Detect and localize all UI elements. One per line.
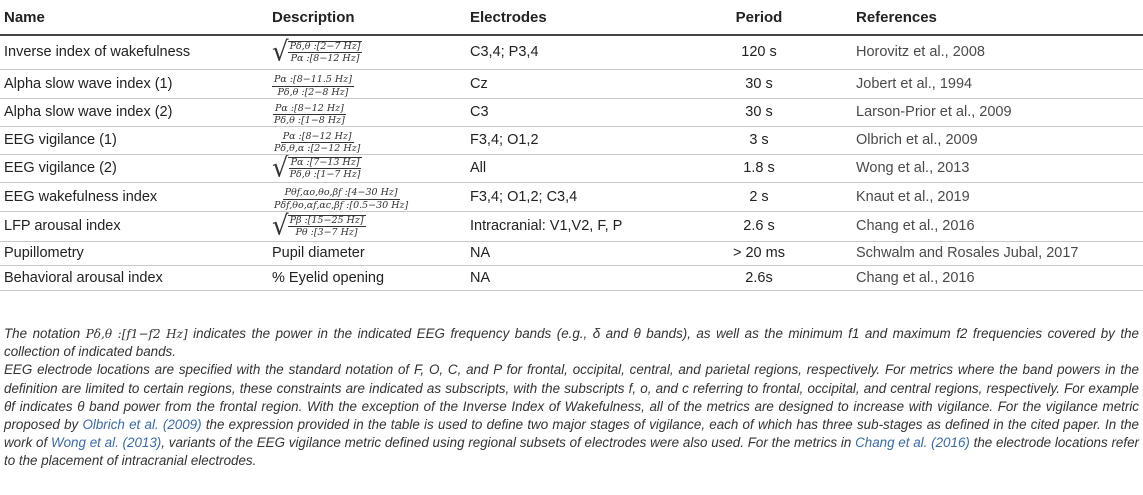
cell-description: [268, 98, 466, 126]
col-header-description: Description: [268, 0, 466, 35]
cell-period: 2.6 s: [666, 211, 852, 241]
cell-name: Inverse index of wakefulness: [0, 35, 268, 69]
formula: [272, 132, 362, 154]
cell-period: 120 s: [666, 35, 852, 69]
citation-link-olbrich[interactable]: Olbrich et al. (2009): [82, 417, 202, 433]
fraction-denominator: Pθ :[3−7 Hz]: [295, 227, 358, 238]
cell-electrodes: C3,4; P3,4: [466, 35, 666, 69]
cell-period: 30 s: [666, 98, 852, 126]
cell-description: [268, 126, 466, 154]
cell-period: 3 s: [666, 126, 852, 154]
fraction: [288, 41, 363, 64]
citation-link-chang[interactable]: Chang et al. (2016): [855, 435, 970, 451]
citation-link-wong[interactable]: Wong et al. (2013): [50, 435, 162, 451]
cell-name: EEG wakefulness index: [0, 182, 268, 211]
table-row: [0, 265, 1143, 290]
formula: [272, 75, 354, 97]
table-row: [0, 154, 1143, 182]
fraction-denominator: Pδ,θ :[1−8 Hz]: [274, 115, 345, 126]
fraction-denominator: Pδ,θ :[2−8 Hz]: [277, 86, 349, 98]
fraction: [288, 157, 363, 180]
table-row: [0, 241, 1143, 265]
cell-period: > 20 ms: [666, 241, 852, 265]
cell-description: % Eyelid opening: [268, 265, 466, 290]
cell-electrodes: NA: [466, 241, 666, 265]
cell-description: [268, 154, 466, 182]
col-header-name: Name: [0, 0, 268, 35]
cell-reference: Schwalm and Rosales Jubal, 2017: [852, 241, 1143, 265]
formula: [272, 155, 362, 181]
fraction-numerator: Pα :[8−11.5 Hz]: [274, 74, 352, 85]
fraction: [272, 104, 347, 126]
fraction-numerator: Pβ :[15−25 Hz]: [289, 214, 364, 226]
fraction-denominator: Pα :[8−12 Hz]: [290, 53, 360, 65]
cell-description: [268, 69, 466, 98]
fraction: [272, 188, 410, 210]
formula: [272, 213, 366, 239]
cell-reference: Wong et al., 2013: [852, 154, 1143, 182]
formula: [272, 188, 410, 210]
cell-name: LFP arousal index: [0, 211, 268, 241]
cell-description: [268, 182, 466, 211]
cell-reference: Knaut et al., 2019: [852, 182, 1143, 211]
fraction: [288, 215, 366, 238]
cell-description: [268, 211, 466, 241]
table-row: [0, 182, 1143, 211]
cell-reference: Chang et al., 2016: [852, 211, 1143, 241]
fraction-numerator: Pθf,αo,θo,βf :[4−30 Hz]: [284, 187, 398, 198]
cell-reference: Chang et al., 2016: [852, 265, 1143, 290]
table-body: [0, 35, 1143, 290]
fraction-denominator: Pδ,θ :[1−7 Hz]: [289, 169, 361, 180]
cell-electrodes: Intracranial: V1,V2, F, P: [466, 211, 666, 241]
fraction-denominator: Pδ,θ,α :[2−12 Hz]: [274, 143, 361, 154]
cell-period: 2 s: [666, 182, 852, 211]
formula: [272, 104, 347, 126]
note-electrodes: EEG electrode locations are specified with the standard notation of F, O, C, and P for frontal, occipital, central, and parietal regions, respectively. For metrics where the band powers in the definition are limited to certain regions, these constraints are indicated as subscripts, with the subscripts f, o, and c referring to frontal, occipital, and central regions, respectively. For example θf indicates θ band power from the frontal region. With the exception of the Inverse Index of Wakefulness, all of the metrics are designed to increase with vigilance. For the vigilance metric proposed by Olbrich et al. (2009) the expression provided in the table is used to define two major stages of vigilance, each of which has three sub-stages as defined in the cited paper. In the work of Wong et al. (2013), variants of the EEG vigilance metric defined using regional subsets of electrodes were also used. For the metrics in Chang et al. (2016) the electrode locations refer to the placement of intracranial electrodes.: [4, 362, 1140, 469]
cell-name: Pupillometry: [0, 241, 268, 265]
cell-name: Alpha slow wave index (1): [0, 69, 268, 98]
col-header-electrodes: Electrodes: [466, 0, 666, 35]
cell-period: 30 s: [666, 69, 852, 98]
cell-reference: Jobert et al., 1994: [852, 69, 1143, 98]
cell-description: [268, 35, 466, 69]
table-row: [0, 211, 1143, 241]
sqrt-sign-icon: √: [272, 211, 289, 241]
fraction-numerator: Pα :[8−12 Hz]: [282, 130, 352, 142]
fraction-numerator: Pα :[8−12 Hz]: [275, 102, 344, 114]
header-row: [0, 0, 1143, 35]
cell-electrodes: F3,4; O1,2: [466, 126, 666, 154]
cell-period: 2.6s: [666, 265, 852, 290]
cell-electrodes: All: [466, 154, 666, 182]
cell-electrodes: C3: [466, 98, 666, 126]
cell-electrodes: F3,4; O1,2; C3,4: [466, 182, 666, 211]
cell-name: EEG vigilance (1): [0, 126, 268, 154]
table-row: [0, 98, 1143, 126]
cell-reference: Horovitz et al., 2008: [852, 35, 1143, 69]
sqrt-sign-icon: √: [272, 36, 289, 68]
table-row: [0, 126, 1143, 154]
cell-electrodes: NA: [466, 265, 666, 290]
table-row: [0, 35, 1143, 69]
cell-reference: Larson-Prior et al., 2009: [852, 98, 1143, 126]
cell-name: Alpha slow wave index (2): [0, 98, 268, 126]
table-row: [0, 69, 1143, 98]
cell-period: 1.8 s: [666, 154, 852, 182]
sqrt-sign-icon: √: [272, 154, 289, 182]
cell-name: Behavioral arousal index: [0, 265, 268, 290]
table-notes: [4, 325, 1139, 471]
fraction-denominator: Pδf,θo,αf,αc,βf :[0.5−30 Hz]: [274, 199, 409, 211]
cell-reference: Olbrich et al., 2009: [852, 126, 1143, 154]
col-header-references: References: [852, 0, 1143, 35]
cell-name: EEG vigilance (2): [0, 154, 268, 182]
fraction: [272, 132, 362, 154]
fraction-numerator: Pα :[7−13 Hz]: [290, 156, 360, 168]
note-notation: The notation Pδ,θ :[f1−f2 Hz] indicates the power in the indicated EEG frequency bands (e.g., δ and θ bands), as well as the minimum f1 and maximum f2 frequencies covered by the collection of indicated bands.: [4, 326, 1139, 360]
formula: [272, 36, 362, 68]
fraction-numerator: Pδ,θ :[2−7 Hz]: [289, 40, 361, 52]
fraction: [272, 75, 354, 97]
col-header-period: Period: [666, 0, 852, 35]
cell-electrodes: Cz: [466, 69, 666, 98]
cell-description: Pupil diameter: [268, 241, 466, 265]
